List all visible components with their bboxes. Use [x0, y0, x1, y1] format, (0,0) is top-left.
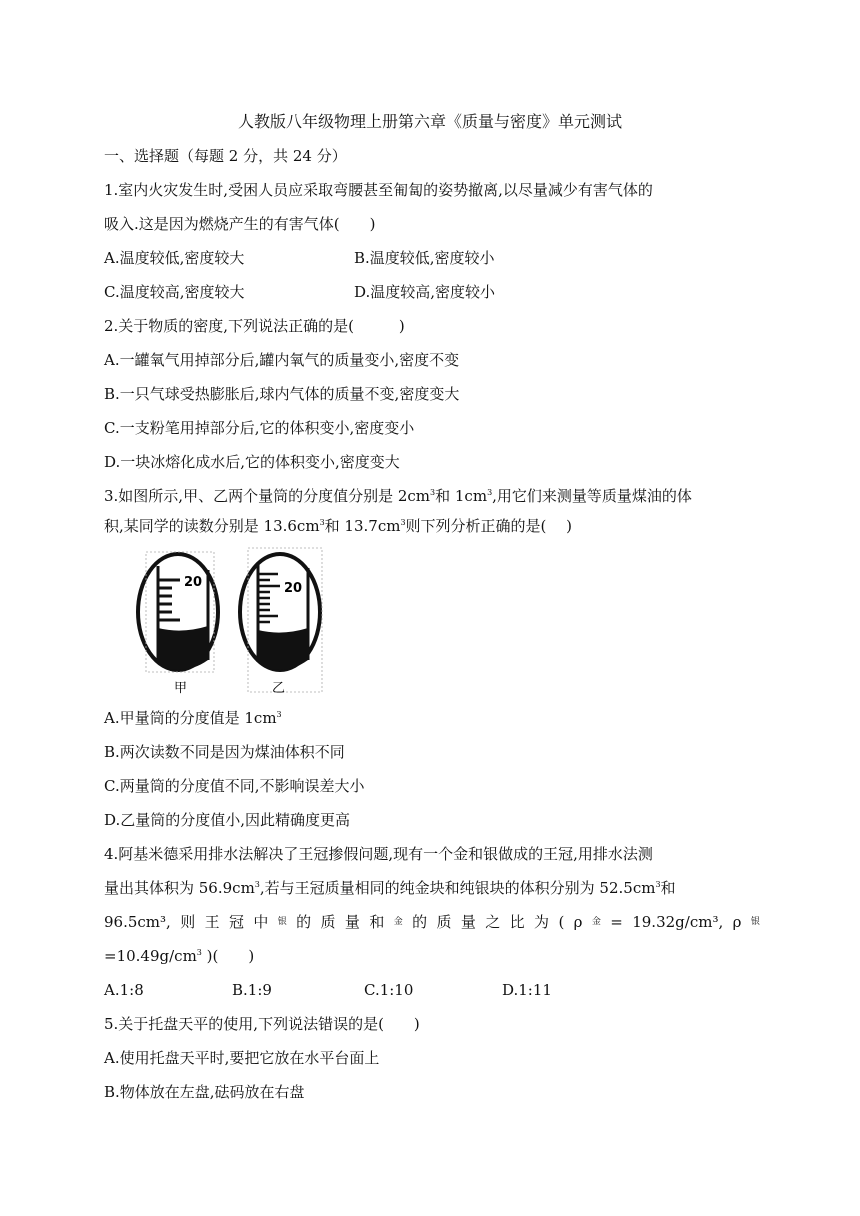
q4-option-d: D.1:11 — [502, 981, 552, 999]
q5-option-b: B.物体放在左盘,砝码放在右盘 — [104, 1083, 305, 1101]
section-heading: 一、选择题（每题 2 分，共 24 分） — [104, 147, 347, 165]
yi-label: 乙 — [272, 681, 286, 696]
q4-stem-line2: 量出其体积为 $56.9cm^3$,若与王冠质量相同的纯金块和纯银块的体积分别为 $52.5cm^3$和 — [104, 879, 676, 897]
jia-label: 甲 — [174, 681, 188, 696]
q4-line3-token: 质 — [436, 913, 452, 931]
graduated-cylinders-figure — [130, 540, 330, 700]
q4-line3-token: ρ — [573, 913, 583, 931]
q4-line3-token: 量 — [344, 913, 360, 931]
q4-line3-token: = — [610, 913, 623, 931]
q4-line3-token: 王 — [204, 913, 220, 931]
q4-line3-token: 量 — [460, 913, 476, 931]
q4-line3-token: 质 — [320, 913, 336, 931]
q3-option-a: A.甲量筒的分度值是 $1cm^3$ — [104, 709, 282, 727]
q4-line3-token: 中 — [253, 913, 269, 931]
page-title: 人教版八年级物理上册第六章《质量与密度》单元测试 — [237, 112, 622, 131]
q4-line3-token: 银 — [277, 917, 287, 927]
cylinder-yi — [240, 548, 322, 696]
q2-option-c: C.一支粉笔用掉部分后,它的体积变小,密度变小 — [104, 419, 415, 437]
q4-line3-token: ρ — [732, 913, 742, 931]
q2-stem: 2.关于物质的密度,下列说法正确的是( ) — [104, 317, 405, 335]
yi-scale-label: 20 — [284, 581, 303, 596]
jia-scale-label: 20 — [184, 575, 203, 590]
q1-stem-line2: 吸入.这是因为燃烧产生的有害气体( ) — [104, 215, 376, 233]
q4-line3-token: 比 — [509, 913, 525, 931]
q1-option-d: D.温度较高,密度较小 — [354, 283, 496, 301]
q3-stem-line2: 积,某同学的读数分别是 $13.6cm^3$和 $13.7cm^3$则下列分析正确的是( ) — [104, 517, 573, 535]
q4-line3-token: ( — [558, 913, 565, 931]
q1-stem-line1: 1.室内火灾发生时,受困人员应采取弯腰甚至匍匐的姿势撤离,以尽量减少有害气体的 — [104, 181, 653, 199]
q4-option-b: B.1:9 — [232, 981, 272, 999]
cylinder-jia — [138, 552, 218, 696]
q2-option-b: B.一只气球受热膨胀后,球内气体的质量不变,密度变大 — [104, 385, 460, 403]
q3-option-c: C.两量筒的分度值不同,不影响误差大小 — [104, 777, 365, 795]
q4-option-a: A.1:8 — [104, 981, 144, 999]
q4-line3-token: 19.32g/cm³, — [632, 913, 724, 931]
q1-option-c: C.温度较高,密度较大 — [104, 283, 245, 301]
q4-stem-line3 — [104, 912, 760, 932]
q4-line3-token: 的 — [412, 913, 428, 931]
q4-line3-token: 和 — [369, 913, 385, 931]
q4-line3-token: 银 — [750, 917, 760, 927]
q4-line3-token: 则 — [180, 913, 196, 931]
q3-option-b: B.两次读数不同是因为煤油体积不同 — [104, 743, 345, 761]
q1-option-b: B.温度较低,密度较小 — [354, 249, 495, 267]
q1-option-a: A.温度较低,密度较大 — [104, 249, 245, 267]
q4-line3-token: 96.5cm³, — [104, 913, 171, 931]
q4-stem-line4: $=10.49g/cm^3$ )( ) — [104, 947, 255, 965]
q5-option-a: A.使用托盘天平时,要把它放在水平台面上 — [104, 1049, 380, 1067]
q3-stem-line1: 3.如图所示,甲、乙两个量筒的分度值分别是 $2cm^3$和 $1cm^3$,用它们来测量等质量煤油的体 — [104, 487, 692, 505]
cylinders-illustration — [130, 540, 330, 700]
q4-line3-token: 为 — [534, 913, 550, 931]
q4-line3-token: 冠 — [228, 913, 244, 931]
q4-line3-token: 之 — [485, 913, 501, 931]
q4-line3-token: 金 — [393, 917, 403, 927]
q2-option-a: A.一罐氧气用掉部分后,罐内氧气的质量变小,密度不变 — [104, 351, 460, 369]
q4-option-c: C.1:10 — [364, 981, 414, 999]
q4-stem-line1: 4.阿基米德采用排水法解决了王冠掺假问题,现有一个金和银做成的王冠,用排水法测 — [104, 845, 653, 863]
q3-option-d: D.乙量筒的分度值小,因此精确度更高 — [104, 811, 351, 829]
q4-line3-token: 金 — [591, 917, 601, 927]
q5-stem: 5.关于托盘天平的使用,下列说法错误的是( ) — [104, 1015, 420, 1033]
q4-line3-token: 的 — [296, 913, 312, 931]
q2-option-d: D.一块冰熔化成水后,它的体积变小,密度变大 — [104, 453, 400, 471]
